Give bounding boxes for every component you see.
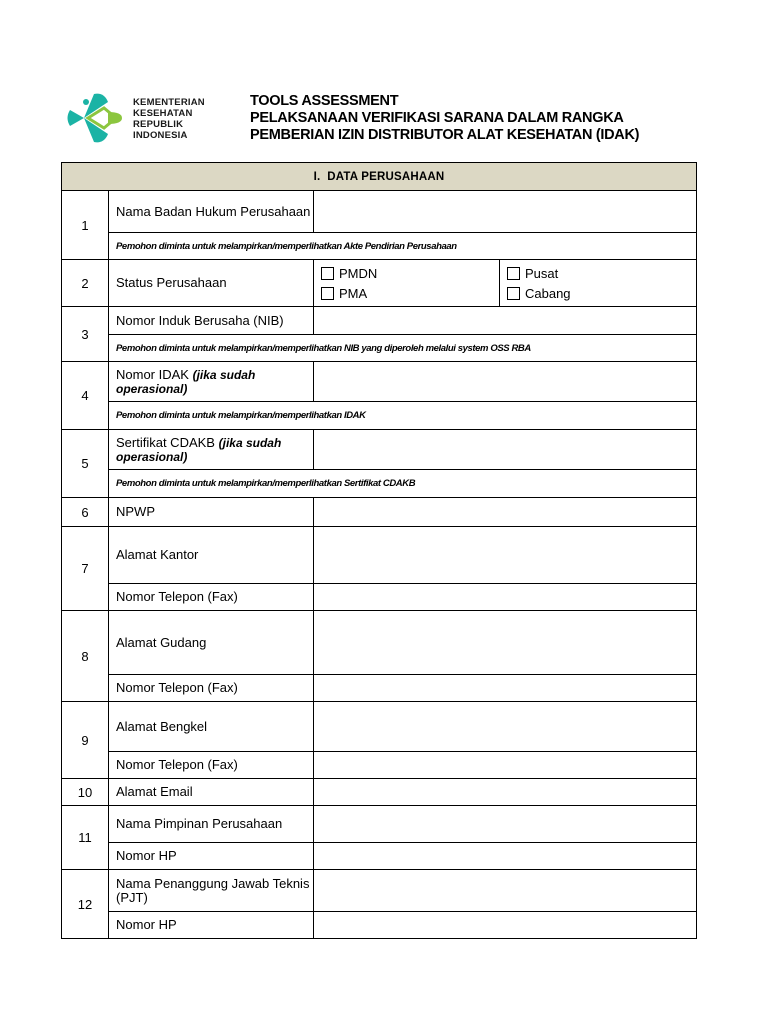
table-row	[62, 752, 697, 779]
table-row	[62, 527, 697, 584]
title-line-2: PELAKSANAAN VERIFIKASI SARANA DALAM RANGKA	[250, 110, 624, 126]
section-number: I.	[313, 170, 321, 183]
table-row	[62, 335, 697, 362]
row-number: 8	[62, 611, 109, 702]
logo-line-1: KEMENTERIAN	[133, 97, 205, 108]
table-row	[62, 191, 697, 233]
table-row	[62, 702, 697, 752]
option-label: PMA	[339, 285, 368, 301]
table-row	[62, 779, 697, 806]
document-title	[250, 93, 639, 144]
field-note: Pemohon diminta untuk melampirkan/memperlihatkan Sertifikat CDAKB	[109, 470, 697, 498]
option-cabang[interactable]	[500, 283, 696, 303]
row-number: 11	[62, 806, 109, 870]
row-number: 12	[62, 870, 109, 939]
table-row	[62, 843, 697, 870]
table-row	[62, 260, 697, 307]
nib-input[interactable]	[314, 307, 697, 335]
option-label: Cabang	[525, 285, 571, 301]
workshop-phone-input[interactable]	[314, 752, 697, 779]
row-number: 6	[62, 498, 109, 527]
row-number: 7	[62, 527, 109, 611]
warehouse-address-input[interactable]	[314, 611, 697, 675]
table-row	[62, 233, 697, 260]
field-label: NPWP	[109, 498, 314, 527]
table-row	[62, 362, 697, 402]
field-qualifier: (jika sudah operasional)	[116, 435, 282, 464]
row-number: 5	[62, 430, 109, 498]
row-number: 2	[62, 260, 109, 307]
row-number: 4	[62, 362, 109, 430]
field-label: Nama Pimpinan Perusahaan	[109, 806, 314, 843]
option-pusat[interactable]	[500, 263, 696, 283]
field-label: Nomor Telepon (Fax)	[109, 584, 314, 611]
office-phone-input[interactable]	[314, 584, 697, 611]
table-row	[62, 675, 697, 702]
field-note: Pemohon diminta untuk melampirkan/memperlihatkan NIB yang diperoleh melalui system OSS RBA	[109, 335, 697, 362]
company-name-input[interactable]	[314, 191, 697, 233]
row-number: 9	[62, 702, 109, 779]
table-row	[62, 402, 697, 430]
section-title: DATA PERUSAHAAN	[327, 170, 445, 183]
warehouse-phone-input[interactable]	[314, 675, 697, 702]
office-address-input[interactable]	[314, 527, 697, 584]
table-row	[62, 870, 697, 912]
field-label: Alamat Gudang	[109, 611, 314, 675]
field-label: Nomor HP	[109, 912, 314, 939]
table-row	[62, 307, 697, 335]
option-pma[interactable]	[314, 283, 499, 303]
logo-line-3: REPUBLIK	[133, 119, 184, 130]
option-pmdn[interactable]	[314, 263, 499, 283]
logo-line-2: KESEHATAN	[133, 108, 193, 119]
title-line-3: PEMBERIAN IZIN DISTRIBUTOR ALAT KESEHATAN (IDAK)	[250, 127, 640, 143]
row-number: 10	[62, 779, 109, 806]
field-label: Alamat Kantor	[109, 527, 314, 584]
field-note: Pemohon diminta untuk melampirkan/memperlihatkan IDAK	[109, 402, 697, 430]
table-row	[62, 430, 697, 470]
director-name-input[interactable]	[314, 806, 697, 843]
checkbox-pmdn[interactable]	[321, 267, 334, 280]
field-label: Nomor Telepon (Fax)	[109, 675, 314, 702]
field-note: Pemohon diminta untuk melampirkan/memperlihatkan Akte Pendirian Perusahaan	[109, 233, 697, 260]
checkbox-cabang[interactable]	[507, 287, 520, 300]
title-line-1: TOOLS ASSESSMENT	[250, 93, 399, 109]
office-type-options	[500, 260, 697, 307]
logo-line-4: INDONESIA	[133, 130, 188, 141]
field-label: Nama Penanggung Jawab Teknis (PJT)	[109, 870, 314, 912]
field-label: Nama Badan Hukum Perusahaan	[109, 191, 314, 233]
director-phone-input[interactable]	[314, 843, 697, 870]
section-header-row	[62, 163, 697, 191]
field-label-text: Nomor IDAK	[116, 366, 189, 382]
email-input[interactable]	[314, 779, 697, 806]
idak-input[interactable]	[314, 362, 697, 402]
pjt-phone-input[interactable]	[314, 912, 697, 939]
row-number: 3	[62, 307, 109, 362]
field-label	[109, 430, 314, 470]
field-label	[109, 362, 314, 402]
logo-text	[133, 97, 205, 141]
workshop-address-input[interactable]	[314, 702, 697, 752]
kemenkes-logo-icon	[64, 90, 124, 146]
option-label: PMDN	[339, 265, 378, 281]
table-row	[62, 912, 697, 939]
option-label: Pusat	[525, 265, 559, 281]
pjt-name-input[interactable]	[314, 870, 697, 912]
field-label: Nomor Induk Berusaha (NIB)	[109, 307, 314, 335]
table-row	[62, 470, 697, 498]
section-header	[62, 163, 697, 191]
field-label: Nomor Telepon (Fax)	[109, 752, 314, 779]
company-data-table	[61, 162, 697, 939]
checkbox-pusat[interactable]	[507, 267, 520, 280]
cdakb-input[interactable]	[314, 430, 697, 470]
checkbox-pma[interactable]	[321, 287, 334, 300]
table-row	[62, 498, 697, 527]
field-label: Status Perusahaan	[109, 260, 314, 307]
field-qualifier: (jika sudah operasional)	[116, 367, 256, 396]
ownership-options	[314, 260, 500, 307]
table-row	[62, 806, 697, 843]
table-row	[62, 584, 697, 611]
field-label: Nomor HP	[109, 843, 314, 870]
field-label-text: Sertifikat CDAKB	[116, 434, 215, 450]
field-label: Alamat Bengkel	[109, 702, 314, 752]
row-number: 1	[62, 191, 109, 260]
npwp-input[interactable]	[314, 498, 697, 527]
field-label: Alamat Email	[109, 779, 314, 806]
table-row	[62, 611, 697, 675]
